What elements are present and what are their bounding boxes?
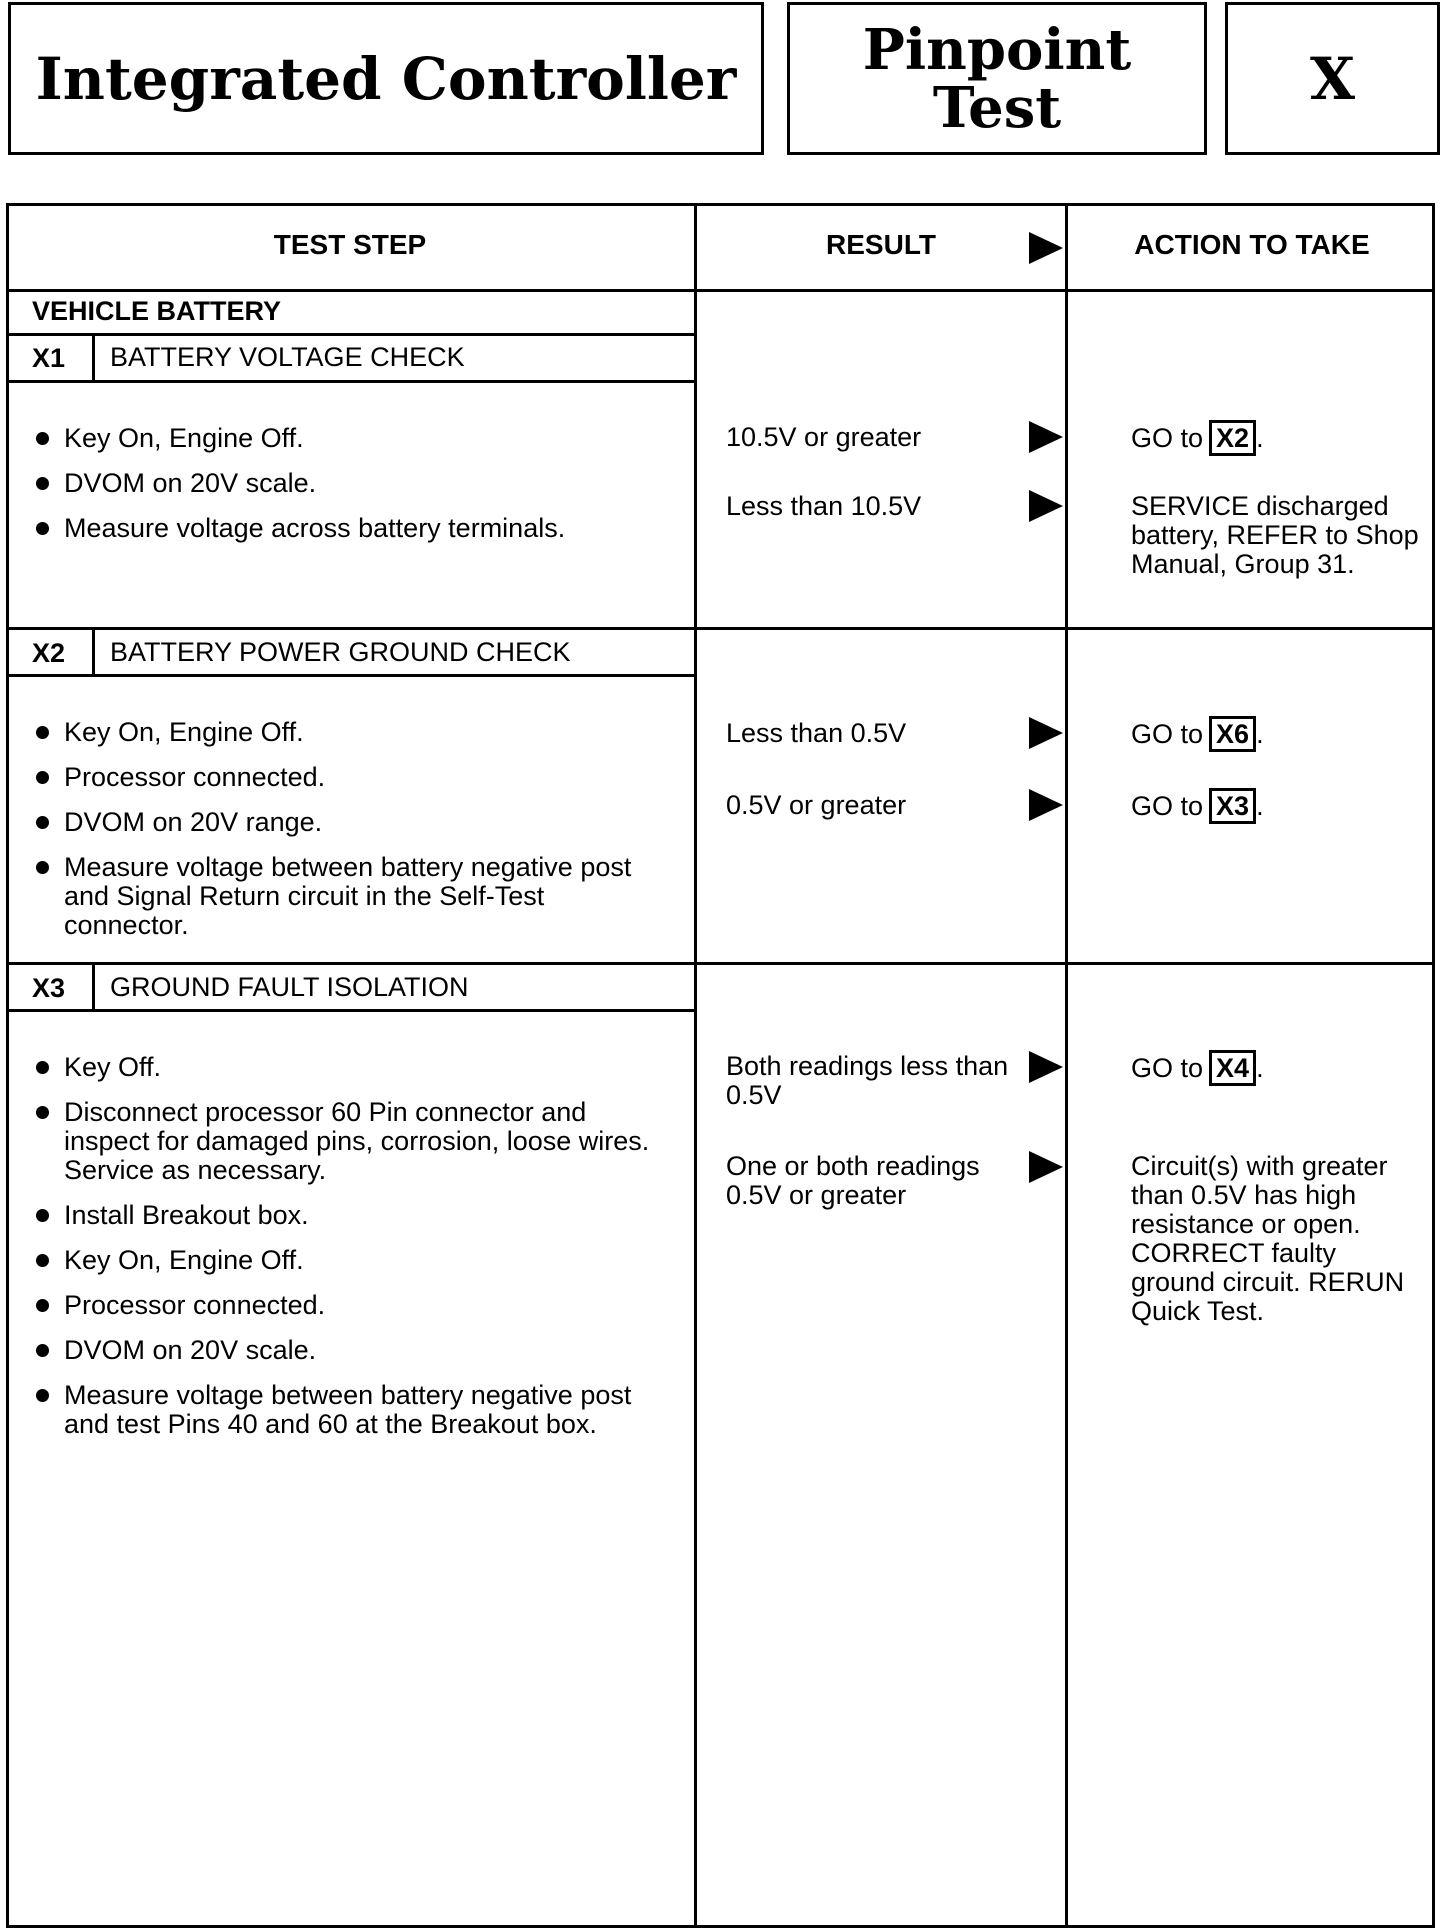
step-header-divider — [6, 1009, 694, 1012]
goto-step-ref: X6 — [1209, 716, 1256, 752]
step-id-x3: X3 — [32, 973, 66, 1003]
goto-step-ref: X3 — [1209, 788, 1256, 824]
result-text: Less than 0.5V — [726, 718, 907, 748]
bullet-icon — [36, 1389, 49, 1402]
step-id-x2: X2 — [32, 638, 66, 668]
result-arrow-icon — [1029, 421, 1063, 453]
result-arrow-icon — [1029, 490, 1063, 522]
instruction-item: Processor connected. — [34, 763, 674, 792]
test-type-label — [787, 2, 1207, 155]
instruction-item: DVOM on 20V range. — [34, 808, 674, 837]
result-arrow-icon — [1029, 717, 1063, 749]
step-instructions-x3 — [34, 1053, 674, 1455]
bullet-icon — [36, 1209, 49, 1222]
column-header-test-step: TEST STEP — [273, 229, 427, 260]
column-header-result: RESULT — [826, 229, 936, 260]
instruction-item: Measure voltage between battery negative post and Signal Return circuit in the Self-Test connector. — [34, 853, 674, 940]
goto-step-ref: X4 — [1209, 1050, 1256, 1086]
instruction-item: DVOM on 20V scale. — [34, 469, 565, 498]
instruction-item: Key On, Engine Off. — [34, 1246, 674, 1275]
bullet-icon — [36, 522, 49, 535]
step-id-x1: X1 — [32, 343, 66, 373]
bullet-icon — [36, 1061, 49, 1074]
goto-step-ref: X2 — [1209, 420, 1256, 456]
step-header-divider — [6, 380, 694, 383]
instruction-item: Key On, Engine Off. — [34, 424, 565, 453]
bullet-icon — [36, 861, 49, 874]
manual-title: Integrated Controller — [8, 2, 764, 155]
step-title-x2: BATTERY POWER GROUND CHECK — [110, 637, 571, 667]
bullet-icon — [36, 816, 49, 829]
result-arrow-icon — [1029, 232, 1063, 264]
action-text: GO to X3 . — [1131, 788, 1264, 824]
instruction-item: DVOM on 20V scale. — [34, 1336, 674, 1365]
instruction-item: Measure voltage across battery terminals. — [34, 514, 565, 543]
result-arrow-icon — [1029, 1151, 1063, 1183]
result-text: Less than 10.5V — [726, 491, 922, 521]
test-id: X — [1225, 2, 1440, 155]
step-instructions-x1 — [34, 424, 565, 559]
bullet-icon — [36, 1106, 49, 1119]
test-type-line1: Pinpoint — [862, 16, 1132, 83]
action-text: Circuit(s) with greater than 0.5V has high resistance or open. CORRECT faulty ground circuit. RERUN Quick Test. — [1131, 1151, 1405, 1326]
bullet-icon — [36, 432, 49, 445]
section-divider — [6, 333, 694, 336]
result-text: Both readings less than 0.5V — [726, 1051, 1009, 1110]
bullet-icon — [36, 1344, 49, 1357]
header-divider — [6, 289, 1435, 292]
step-title-x3: GROUND FAULT ISOLATION — [110, 972, 469, 1002]
step-id-divider — [92, 962, 95, 1009]
column-header-action: ACTION TO TAKE — [1134, 229, 1370, 260]
instruction-item: Processor connected. — [34, 1291, 674, 1320]
step-id-divider — [92, 333, 95, 380]
instruction-item: Key Off. — [34, 1053, 674, 1082]
step-instructions-x2 — [34, 718, 674, 956]
instruction-item: Install Breakout box. — [34, 1201, 674, 1230]
action-text: GO to X2 . — [1131, 420, 1264, 456]
step-id-divider — [92, 627, 95, 674]
result-arrow-icon — [1029, 1051, 1063, 1083]
result-text: 10.5V or greater — [726, 422, 922, 452]
bullet-icon — [36, 1254, 49, 1267]
row-divider — [6, 627, 1435, 630]
result-arrow-icon — [1029, 789, 1063, 821]
result-text: 0.5V or greater — [726, 790, 907, 820]
instruction-item: Disconnect processor 60 Pin connector and inspect for damaged pins, corrosion, loose wires. Service as necessary. — [34, 1098, 674, 1185]
column-divider-result — [694, 203, 697, 1928]
action-text: GO to X6 . — [1131, 716, 1264, 752]
row-divider — [6, 962, 1435, 965]
bullet-icon — [36, 477, 49, 490]
result-text: One or both readings 0.5V or greater — [726, 1151, 980, 1210]
section-title: VEHICLE BATTERY — [32, 296, 282, 326]
column-divider-action — [1065, 203, 1068, 1928]
instruction-item: Measure voltage between battery negative post and test Pins 40 and 60 at the Breakout box. — [34, 1381, 674, 1439]
test-type-line2: Test — [932, 74, 1062, 141]
step-header-divider — [6, 674, 694, 677]
bullet-icon — [36, 771, 49, 784]
bullet-icon — [36, 726, 49, 739]
action-text: GO to X4 . — [1131, 1050, 1264, 1086]
action-text: SERVICE discharged battery, REFER to Shop Manual, Group 31. — [1131, 491, 1419, 579]
step-title-x1: BATTERY VOLTAGE CHECK — [110, 342, 465, 372]
bullet-icon — [36, 1299, 49, 1312]
instruction-item: Key On, Engine Off. — [34, 718, 674, 747]
